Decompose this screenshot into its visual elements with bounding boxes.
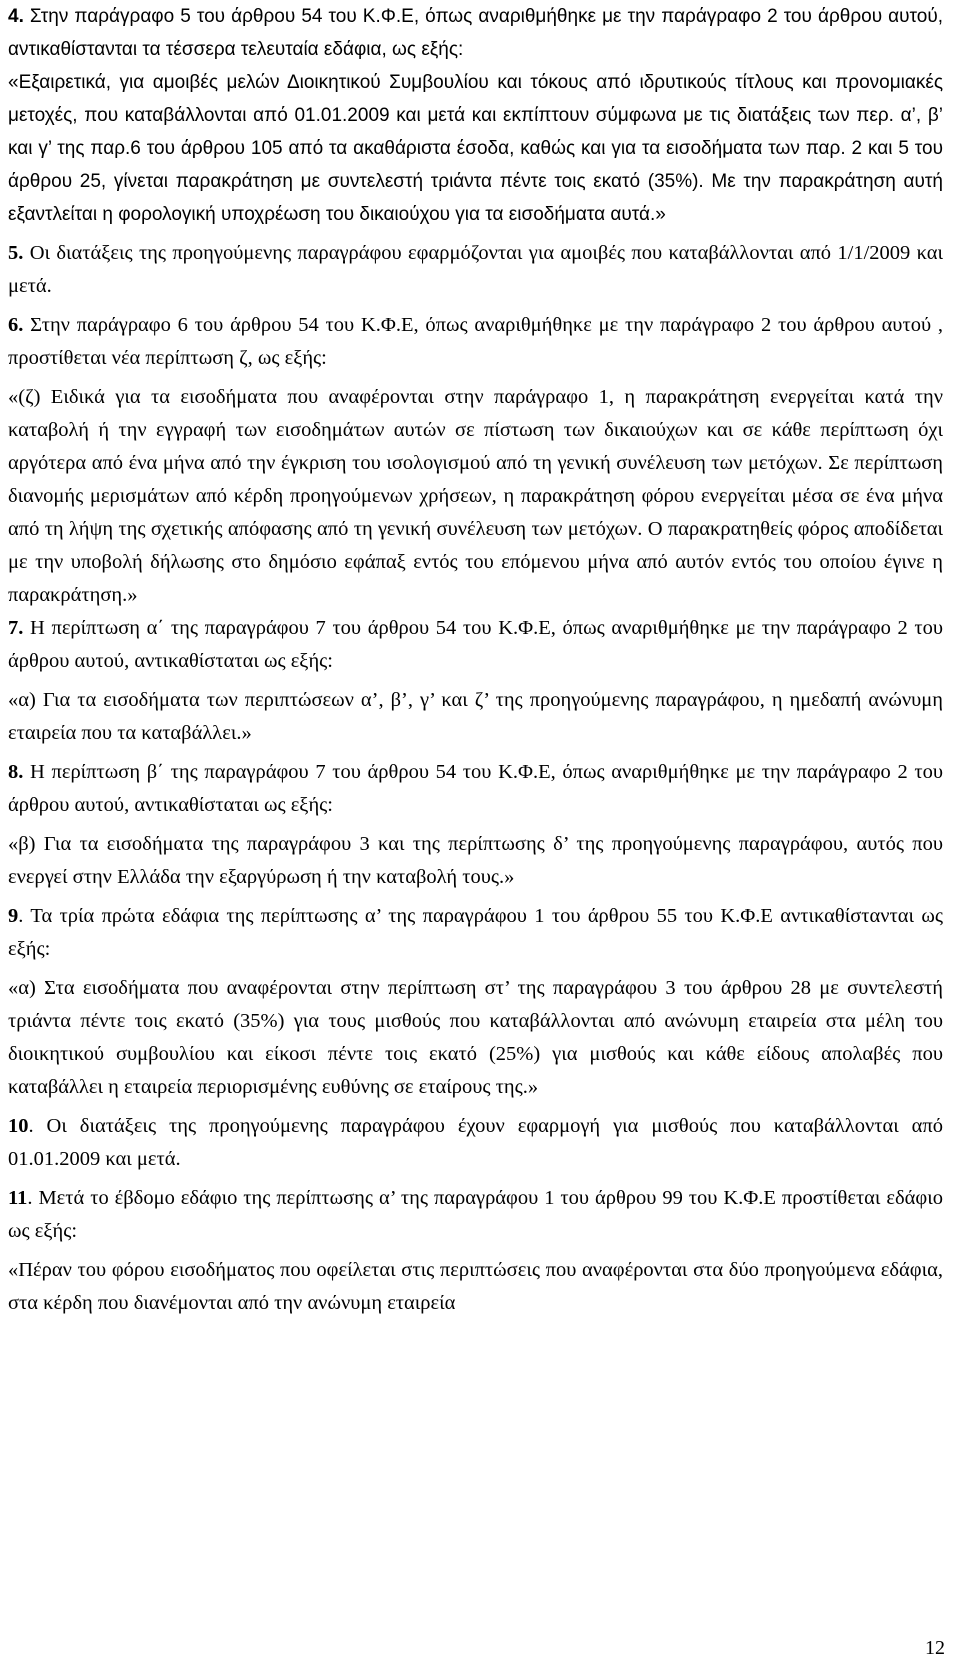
paragraph-number: 9 <box>8 905 19 927</box>
paragraph-text: . Οι διατάξεις της προηγούμενης παραγράφου έχουν εφαρμογή για μισθούς που καταβάλλονται από 01.01.2009 και μετά. <box>8 1115 943 1170</box>
quoted-text <box>8 1254 943 1320</box>
paragraph-number: 7. <box>8 617 24 639</box>
paragraph-7 <box>8 612 943 678</box>
paragraph-4 <box>8 0 943 66</box>
paragraph-text: Οι διατάξεις της προηγούμενης παραγράφου εφαρμόζονται για αμοιβές που καταβάλλονται από 1/1/2009 και μετά. <box>8 242 943 297</box>
paragraph-text: «Εξαιρετικά, για αμοιβές μελών Διοικητικού Συμβουλίου και τόκους από ιδρυτικούς τίτλους και προνομιακές μετοχές, που καταβάλλονται από 01.01.2009 και μετά και εκπίπτουν σύμφωνα με τις διατάξεις των περ. α’, β’ και γ’ της παρ.6 του άρθρου 105 από τα ακαθάριστα έσοδα, καθώς και για τα εισοδήματα των παρ. 2 και 5 του άρθρου 25, γίνεται παρακράτηση με συντελεστή τριάντα πέντε τοις εκατό (35%). Με την παρακράτηση αυτή εξαντλείται η φορολογική υποχρέωση του δικαιούχου για τα εισοδήματα αυτά.» <box>8 72 943 225</box>
paragraph-text: Στην παράγραφο 6 του άρθρου 54 του Κ.Φ.Ε, όπως αναριθμήθηκε με την παράγραφο 2 του άρθρου αυτού , προστίθεται νέα περίπτωση ζ, ως εξής: <box>8 314 943 369</box>
paragraph-11 <box>8 1182 943 1248</box>
quoted-text <box>8 381 943 612</box>
quoted-text <box>8 828 943 894</box>
paragraph-number: 4. <box>8 6 24 27</box>
paragraph-number: 10 <box>8 1115 29 1137</box>
paragraph-number: 8. <box>8 761 24 783</box>
page-number: 12 <box>925 1637 945 1659</box>
quoted-text <box>8 66 943 231</box>
paragraph-text: Η περίπτωση β΄ της παραγράφου 7 του άρθρου 54 του Κ.Φ.Ε, όπως αναριθμήθηκε με την παράγραφο 2 του άρθρου αυτού, αντικαθίσταται ως εξής: <box>8 761 943 816</box>
paragraph-text: «Πέραν του φόρου εισοδήματος που οφείλεται στις περιπτώσεις που αναφέρονται στα δύο προηγούμενα εδάφια, στα κέρδη που διανέμονται από την ανώνυμη εταιρεία <box>8 1259 943 1314</box>
paragraph-10 <box>8 1110 943 1176</box>
quoted-text <box>8 972 943 1104</box>
paragraph-text: Στην παράγραφο 5 του άρθρου 54 του Κ.Φ.Ε, όπως αναριθμήθηκε με την παράγραφο 2 του άρθρου αυτού, αντικαθίστανται τα τέσσερα τελευταία εδάφια, ως εξής: <box>8 6 943 60</box>
paragraphs <box>8 0 943 1320</box>
paragraph-text: «β) Για τα εισοδήματα της παραγράφου 3 και της περίπτωσης δ’ της προηγούμενης παραγράφου, αυτός που ενεργεί στην Ελλάδα την εξαργύρωση ή την καταβολή τους.» <box>8 833 943 888</box>
paragraph-text: «(ζ) Ειδικά για τα εισοδήματα που αναφέρονται στην παράγραφο 1, η παρακράτηση ενεργείται κατά την καταβολή ή την εγγραφή των εισοδημάτων αυτών σε πίστωση των δικαιούχων και σε κάθε περίπτωση όχι αργότερα από ένα μήνα από την έγκριση του ισολογισμού από τη γενική συνέλευση των μετόχων. Σε περίπτωση διανομής μερισμάτων από κέρδη προηγούμενων χρήσεων, η παρακράτηση φόρου ενεργείται μέσα σε ένα μήνα από τη λήψη της σχετικής απόφασης από τη γενική συνέλευση των μετόχων. Ο παρακρατηθείς φόρος αποδίδεται με την υποβολή δήλωσης στο δημόσιο εφάπαξ εντός του επόμενου μήνα από αυτόν εντός του οποίου έγινε η παρακράτηση.» <box>8 386 943 606</box>
paragraph-5 <box>8 237 943 303</box>
paragraph-text: . Τα τρία πρώτα εδάφια της περίπτωσης α’ της παραγράφου 1 του άρθρου 55 του Κ.Φ.Ε αντικαθίστανται ως εξής: <box>8 905 943 960</box>
paragraph-text: «α) Στα εισοδήματα που αναφέρονται στην περίπτωση στ’ της παραγράφου 3 του άρθρου 28 με συντελεστή τριάντα πέντε τοις εκατό (35%) για τους μισθούς που καταβάλλονται από ανώνυμη εταιρεία στα μέλη του διοικητικού συμβουλίου και είκοσι πέντε τοις εκατό (25%) για μισθούς και κάθε είδους απολαβές που καταβάλλει η εταιρεία περιορισμένης ευθύνης σε εταίρους της.» <box>8 977 943 1098</box>
paragraph-9 <box>8 900 943 966</box>
paragraph-8 <box>8 756 943 822</box>
quoted-text <box>8 684 943 750</box>
paragraph-text: . Μετά το έβδομο εδάφιο της περίπτωσης α’ της παραγράφου 1 του άρθρου 99 του Κ.Φ.Ε προστίθεται εδάφιο ως εξής: <box>8 1187 943 1242</box>
paragraph-number: 11 <box>8 1187 28 1209</box>
paragraph-number: 5. <box>8 242 24 264</box>
paragraph-text: Η περίπτωση α΄ της παραγράφου 7 του άρθρου 54 του Κ.Φ.Ε, όπως αναριθμήθηκε με την παράγραφο 2 του άρθρου αυτού, αντικαθίσταται ως εξής: <box>8 617 943 672</box>
paragraph-number: 6. <box>8 314 24 336</box>
paragraph-text: «α) Για τα εισοδήματα των περιπτώσεων α’, β’, γ’ και ζ’ της προηγούμενης παραγράφου, η ημεδαπή ανώνυμη εταιρεία που τα καταβάλλει.» <box>8 689 943 744</box>
paragraph-6 <box>8 309 943 375</box>
